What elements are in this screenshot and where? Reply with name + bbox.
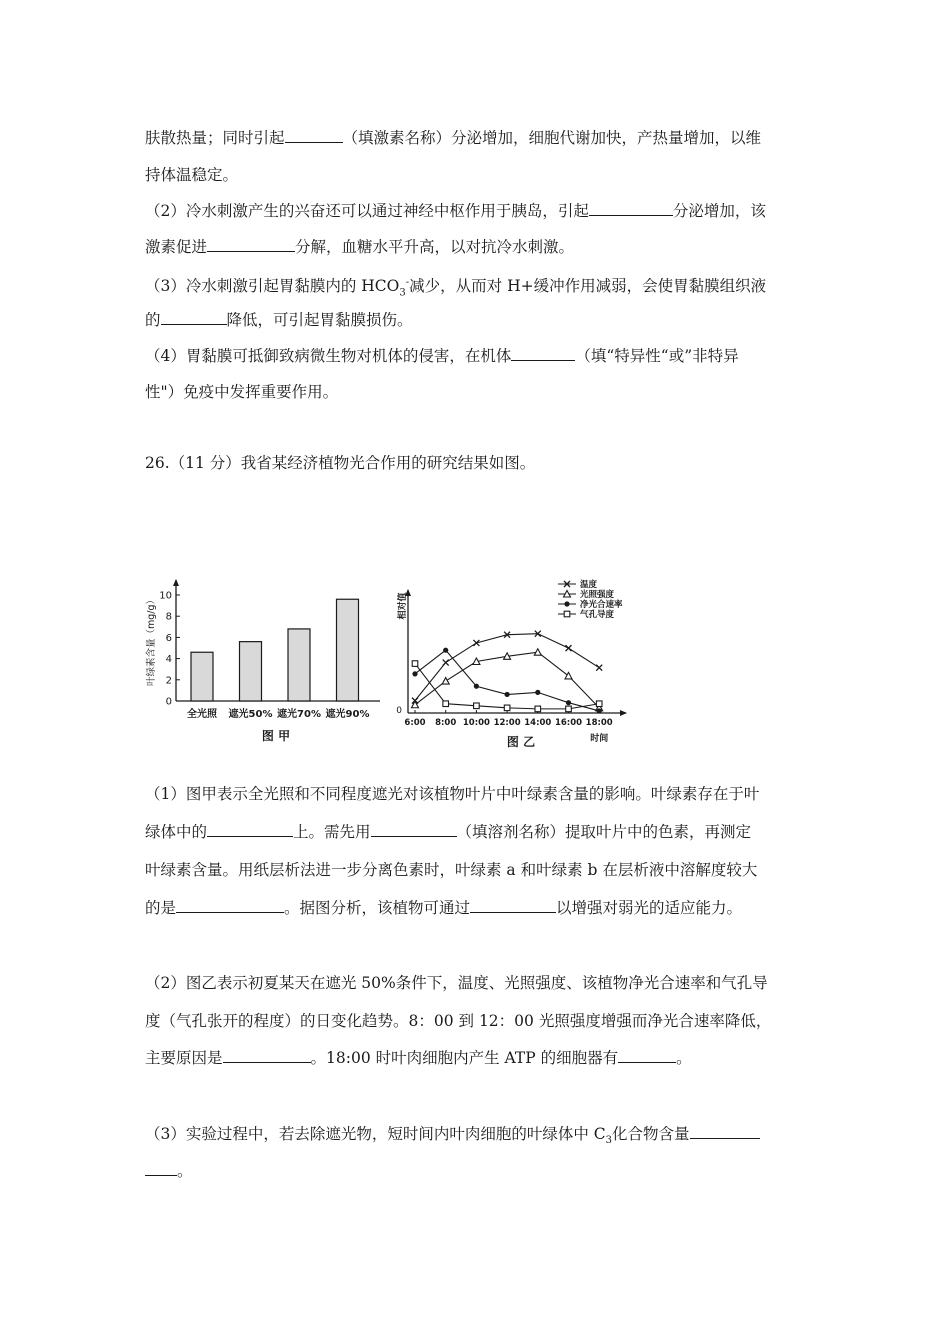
q26-p1-line-3: 叶绿素含量。用纸层析法进一步分离色素时，叶绿素 a 和叶绿素 b 在层析液中溶解度较大: [145, 861, 758, 879]
text: （3）冷水刺激引起胃黏膜内的 HCO: [145, 277, 400, 296]
legend-label: 温度: [580, 580, 598, 590]
answer-blank[interactable]: [161, 310, 227, 325]
x-axis-arrow: [620, 710, 627, 716]
answer-blank[interactable]: [207, 237, 295, 252]
q26-p2-line-2: 度（气孔张开的程度）的日变化趋势。8：00 到 12：00 光照强度增强而净光合速率降低，: [145, 1012, 772, 1030]
text: 减少，从而对 H+缓冲作用减弱，会使胃黏膜组织液: [409, 277, 767, 296]
text: 。据图分析，该植物可通过: [284, 899, 471, 917]
q25-line-2: 持体温稳定。: [145, 166, 239, 184]
marker-triangle: [442, 678, 449, 685]
answer-blank[interactable]: [223, 1048, 311, 1063]
text: 上。需先用: [293, 823, 371, 841]
marker-dot: [474, 684, 479, 689]
chart-title: 图 甲: [261, 729, 291, 743]
q26-p3-line-2: [145, 1161, 193, 1181]
y-axis-label: 相对值: [398, 592, 408, 620]
marker-triangle: [534, 649, 541, 656]
text: （填溶剂名称）提取叶片中的色素，再测定: [456, 823, 752, 841]
q25-line-5: [145, 273, 766, 303]
subscript: 3: [399, 287, 406, 299]
figure-charts: [140, 568, 640, 758]
q26-title: 26.（11 分）我省某经济植物光合作用的研究结果如图。: [145, 454, 536, 472]
x-tick-label: 10:00: [462, 718, 490, 728]
q26-p1-line-4: [145, 898, 742, 918]
x-tick-label: 12:00: [493, 718, 521, 728]
marker-square: [596, 701, 602, 707]
text: （4）胃黏膜可抵御致病微生物对机体的侵害，在机体: [145, 347, 512, 365]
q25-line-7: [145, 346, 739, 366]
y-tick-label: 8: [165, 611, 172, 623]
bar: [240, 642, 262, 701]
answer-blank[interactable]: [371, 822, 457, 837]
marker-square: [504, 705, 510, 711]
text: （填“特异性“或”非特异: [575, 347, 739, 365]
legend-label: 气孔导度: [580, 610, 615, 620]
text: 。18:00 时叶肉细胞内产生 ATP 的细胞器有: [310, 1049, 619, 1067]
marker-dot: [412, 671, 417, 676]
text: 分解，血糖水平升高，以对抗冷水刺激。: [295, 238, 575, 256]
answer-blank[interactable]: [207, 822, 293, 837]
y-tick-label: 0: [165, 696, 172, 708]
answer-blank[interactable]: [589, 201, 673, 216]
marker-square: [443, 701, 449, 707]
chart-jia: [145, 579, 380, 743]
text: 。: [177, 1162, 193, 1180]
x-tick-label: 14:00: [524, 718, 552, 728]
text: 绿体中的: [145, 823, 208, 841]
q26-p3-line-1: [145, 1124, 760, 1151]
marker-square: [564, 611, 570, 617]
marker-dot: [535, 690, 540, 695]
q25-line-4: [145, 237, 574, 257]
q26-p1-line-1: （1）图甲表示全光照和不同程度遮光对该植物叶片中叶绿素含量的影响。叶绿素存在于叶: [145, 785, 760, 803]
answer-blank[interactable]: [470, 898, 556, 913]
text: 激素促进: [145, 238, 208, 256]
x-tick-label: 遮光70%: [277, 709, 321, 720]
q25-line-1: [145, 128, 761, 148]
x-tick-label: 遮光90%: [325, 709, 370, 720]
y-tick-label: 6: [165, 632, 172, 644]
q25-line-6: [145, 310, 413, 330]
x-axis-label: 时间: [590, 734, 609, 744]
text: 肤散热量；同时引起: [145, 129, 285, 147]
text: 。: [676, 1049, 692, 1067]
text: （2）冷水刺激产生的兴奋还可以通过神经中枢作用于胰岛，引起: [145, 202, 589, 220]
chart-yi: [396, 579, 627, 749]
y-axis-label: 叶绿素含量（mg/g）: [146, 594, 157, 687]
text: 以增强对弱光的适应能力。: [556, 899, 743, 917]
x-tick-label: 全光照: [187, 709, 217, 720]
text: （3）实验过程中，若去除遮光物，短时间内叶肉细胞的叶绿体中 C: [145, 1125, 606, 1143]
text: 主要原因是: [145, 1049, 223, 1067]
answer-blank[interactable]: [285, 128, 343, 143]
y-tick-label: 2: [165, 675, 172, 687]
bar: [191, 652, 213, 701]
text: 化合物含量: [612, 1125, 690, 1143]
series-triangle: [412, 649, 603, 711]
legend-label: 光照强度: [580, 590, 615, 600]
answer-blank[interactable]: [176, 898, 284, 913]
answer-blank[interactable]: [618, 1048, 676, 1063]
y-tick-label: 10: [159, 590, 172, 602]
x-tick-label: 16:00: [554, 718, 583, 728]
marker-square: [474, 703, 480, 709]
marker-dot: [443, 648, 448, 653]
text: 的: [145, 311, 161, 329]
marker-square: [412, 661, 418, 667]
answer-blank[interactable]: [511, 346, 575, 361]
x-tick-label: 6:00: [404, 718, 426, 728]
marker-dot: [597, 708, 602, 713]
text: 降低，可引起胃黏膜损伤。: [226, 311, 413, 329]
text: 的是: [145, 899, 177, 917]
chart-title: 图 乙: [506, 735, 536, 749]
q25-line-8: 性"）免疫中发挥重要作用。: [145, 383, 339, 401]
legend-label: 净光合速率: [580, 600, 623, 610]
subscript: 3: [605, 1135, 613, 1147]
bar: [337, 599, 359, 701]
marker-square: [566, 706, 572, 712]
x-tick-label: 8:00: [435, 718, 457, 728]
marker-dot: [564, 601, 569, 606]
marker-x: [443, 660, 449, 666]
marker-square: [535, 706, 541, 712]
x-tick-label: 遮光50%: [228, 709, 273, 720]
answer-blank[interactable]: [690, 1124, 760, 1139]
series-line: [415, 634, 599, 701]
marker-x: [596, 665, 602, 671]
origin-label: 0: [396, 706, 402, 716]
q26-p2-line-1: （2）图乙表示初夏某天在遮光 50%条件下，温度、光照强度、该植物净光合速率和气孔导: [145, 974, 768, 992]
text: （填激素名称）分泌增加，细胞代谢加快，产热量增加，以维: [342, 129, 762, 147]
bar: [288, 629, 310, 701]
y-tick-label: 4: [165, 654, 172, 666]
q25-line-3: [145, 201, 766, 221]
q26-p2-line-3: [145, 1048, 692, 1068]
marker-x: [566, 645, 572, 651]
superscript: -: [405, 277, 410, 288]
marker-dot: [566, 700, 571, 705]
y-axis-arrow: [173, 579, 179, 586]
q26-p1-line-2: [145, 822, 751, 842]
answer-blank[interactable]: [145, 1161, 177, 1176]
text: 分泌增加，该: [672, 202, 766, 220]
x-tick-label: 18:00: [585, 718, 613, 728]
marker-dot: [505, 692, 510, 697]
